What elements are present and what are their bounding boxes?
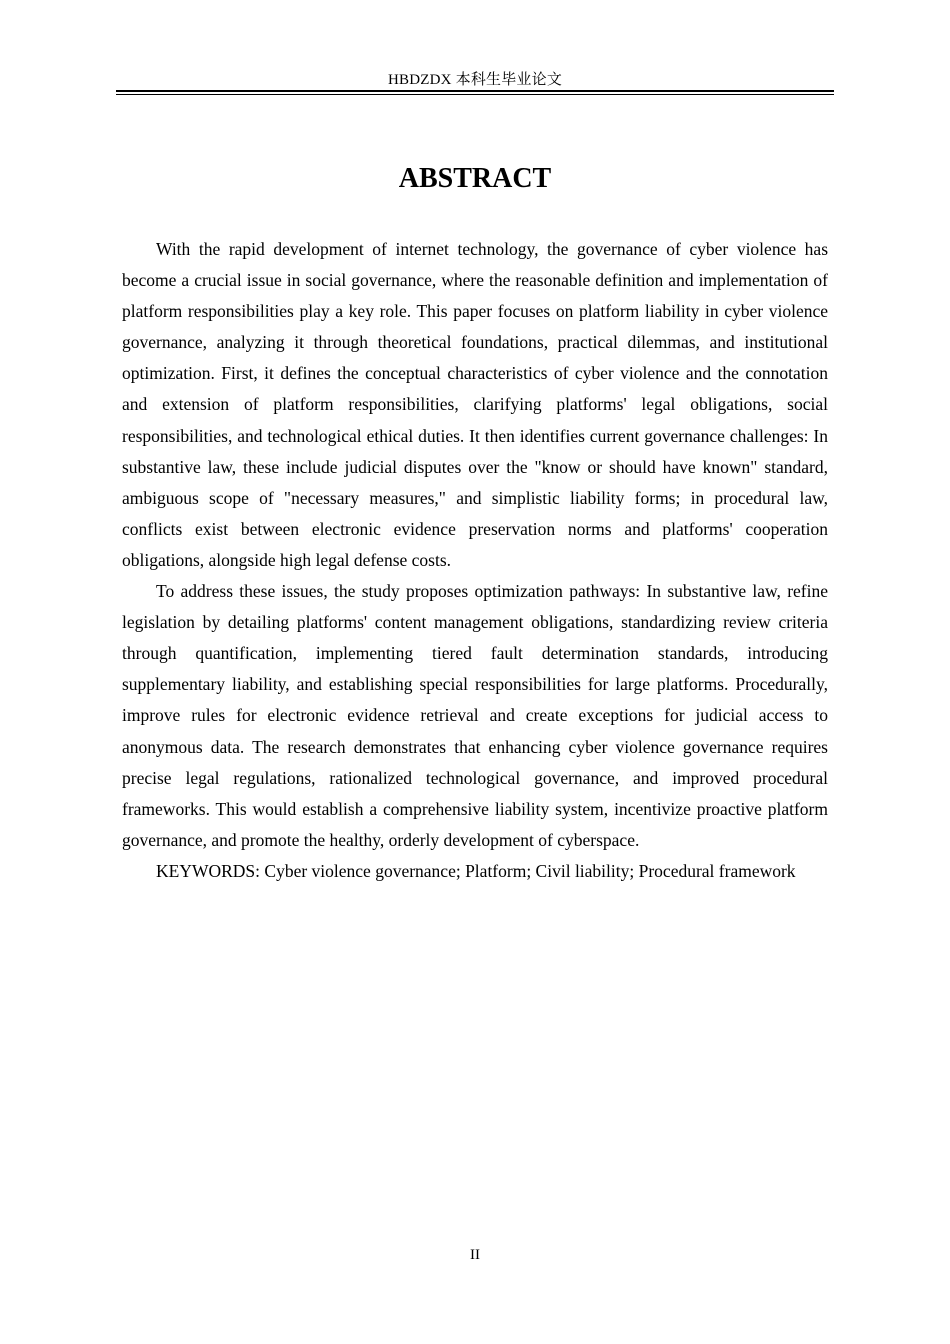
keywords-line: KEYWORDS: Cyber violence governance; Platform; Civil liability; Procedural framework (156, 860, 796, 881)
running-header: HBDZDX 本科生毕业论文 (387, 72, 563, 88)
abstract-paragraph-1: With the rapid development of internet technology, the governance of cyber violence has become a crucial issue in social governance, where the reasonable definition and implementation of platform responsibilities play a key role. This paper focuses on platform liability in cyber violence governance, analyzing it through theoretical foundations, practical dilemmas, and institutional optimization. First, it defines the conceptual characteristics of cyber violence and the connotation and extension of platform responsibilities, clarifying platforms' legal obligations, social responsibilities, and technological ethical duties. It then identifies current governance challenges: In substantive law, these include judicial disputes over the "know or should have known" standard, ambiguous scope of "necessary measures," and simplistic liability forms; in procedural law, conflicts exist between electronic evidence preservation norms and platforms' cooperation obligations, alongside high legal defense costs. (122, 239, 828, 570)
header-rule-thin (116, 94, 834, 95)
page-number: II (470, 1247, 480, 1263)
abstract-title: ABSTRACT (398, 163, 552, 194)
abstract-body (122, 234, 828, 887)
header-rule-thick (116, 90, 834, 92)
abstract-paragraph-2: To address these issues, the study proposes optimization pathways: In substantive law, refine legislation by detailing platforms' content management obligations, standardizing review criteria through quantification, implementing tiered fault determination standards, introducing supplementary liability, and establishing special responsibilities for large platforms. Procedurally, improve rules for electronic evidence retrieval and create exceptions for judicial access to anonymous data. The research demonstrates that enhancing cyber violence governance requires precise legal regulations, rationalized technological governance, and improved procedural frameworks. This would establish a comprehensive liability system, incentivize proactive platform governance, and promote the healthy, orderly development of cyberspace. (122, 581, 828, 850)
